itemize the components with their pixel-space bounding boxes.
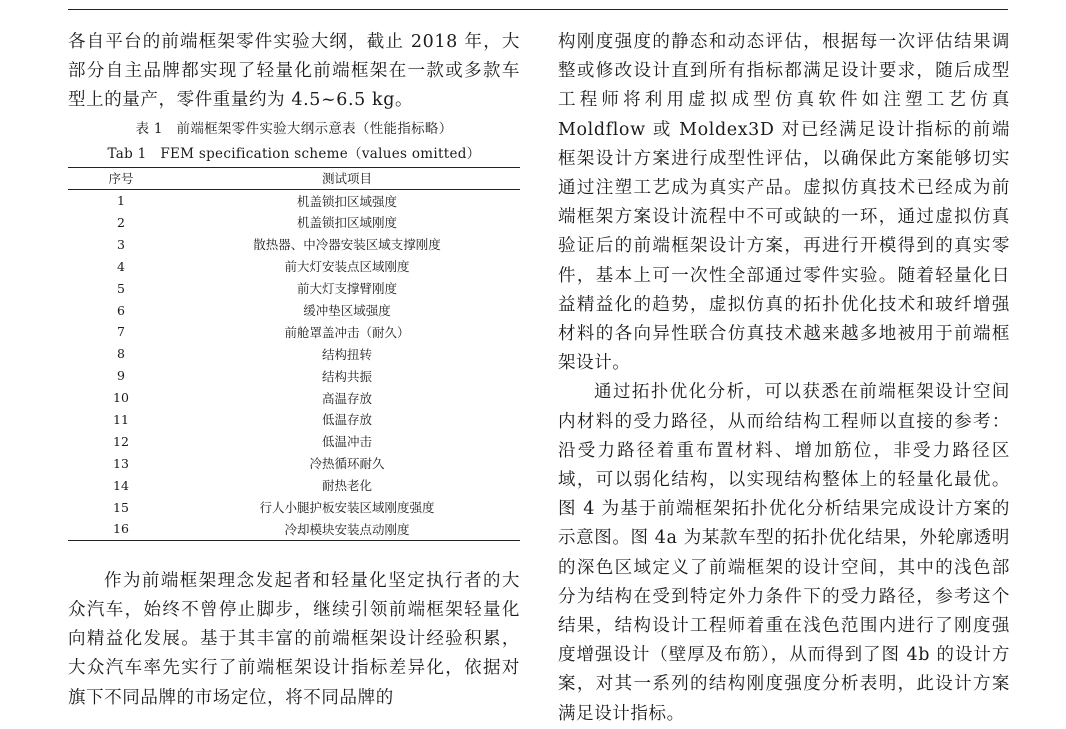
row-test-item: 机盖锁扣区域刚度 xyxy=(296,215,397,231)
header-test-item: 测试项目 xyxy=(174,167,520,189)
row-index: 16 xyxy=(68,518,174,540)
body-paragraph: 作为前端框架理念发起者和轻量化坚定执行者的大众汽车，始终不曾停止脚步，继续引领前端框架轻量化向精益化发展。基于其丰富的前端框架设计经验积累，大众汽车率先实行了前端框架设计指标差异化，依据对旗下不同品牌的市场定位，将不同品牌的 xyxy=(68,570,520,708)
table-row xyxy=(68,474,520,496)
row-test-item: 前大灯安装点区域刚度 xyxy=(284,259,410,275)
row-test-item: 缓冲垫区域强度 xyxy=(303,303,391,318)
row-index: 1 xyxy=(117,193,125,209)
table-row xyxy=(68,496,520,518)
row-index: 2 xyxy=(117,214,125,230)
table-header-row xyxy=(68,167,520,189)
table-row xyxy=(68,430,520,452)
table-caption-en: Tab 1 FEM specification scheme（values omitted） xyxy=(107,145,481,162)
row-test-item: 冷热循环耐久 xyxy=(309,456,385,472)
row-test-item: 行人小腿护板安装区域刚度强度 xyxy=(259,500,435,516)
table-row xyxy=(68,409,520,431)
table-row xyxy=(68,212,520,234)
row-index: 3 xyxy=(117,236,125,252)
row-test-item: 低温冲击 xyxy=(321,434,372,450)
row-index: 7 xyxy=(117,324,125,340)
row-test-item: 前大灯支撑臂刚度 xyxy=(296,281,397,297)
right-paragraph-1: 构刚度强度的静态和动态评估，根据每一次评估结果调整或修改设计直到所有指标都满足设计要求，随后成型工程师将利用虚拟成型仿真软件如注塑工艺仿真 Moldflow 或 Moldex3D 对已经满足设计指标的前端框架设计方案进行成型性评估，以确保此方案能够切实通过注塑工艺成为真实产品。虚拟仿真技术已经成为前端框架方案设计流程中不可或缺的一环，通过虚拟仿真验证后的前端框架设计方案，再进行开模得到的真实零件，基本上可一次性全部通过零件实验。随着轻量化日益精益化的趋势，虚拟仿真的拓扑优化技术和玻纤增强材料的各向异性联合仿真技术越来越多地被用于前端框架设计。 xyxy=(558,32,1010,374)
table-row xyxy=(68,518,520,540)
row-index: 6 xyxy=(117,302,125,318)
table-caption-zh: 表 1 前端框架零件实验大纲示意表（性能指标略） xyxy=(135,120,453,137)
table-row xyxy=(68,365,520,387)
table-row xyxy=(68,189,520,211)
row-index: 8 xyxy=(117,346,125,362)
row-index: 13 xyxy=(113,455,129,471)
table-row xyxy=(68,321,520,343)
table-row xyxy=(68,343,520,365)
row-test-item: 低温存放 xyxy=(321,412,372,428)
table-row xyxy=(68,277,520,299)
row-test-item: 结构共振 xyxy=(321,368,372,384)
table-row xyxy=(68,299,520,321)
table-row xyxy=(68,452,520,474)
right-paragraph-2: 通过拓扑优化分析，可以获悉在前端框架设计空间内材料的受力路径，从而给结构工程师以直接的参考：沿受力路径着重布置材料、增加筋位，非受力路径区域，可以弱化结构，以实现结构整体上的轻量化最优。图 4 为基于前端框架拓扑优化分析结果完成设计方案的示意图。图 4a 为某款车型的拓扑优化结果，外轮廓透明的深色区域定义了前端框架的设计空间，其中的浅色部分为结构在受到特定外力条件下的受力路径，参考这个结果，结构设计工程师着重在浅色范围内进行了刚度强度增强设计（壁厚及布筋），从而得到了图 4b 的设计方案，对其一系列的结构刚度强度分析表明，此设计方案满足设计指标。 xyxy=(558,382,1010,724)
table-row xyxy=(68,255,520,277)
row-index: 12 xyxy=(113,433,129,449)
row-test-item: 耐热老化 xyxy=(321,478,372,494)
row-test-item: 结构扭转 xyxy=(321,346,372,362)
row-test-item: 高温存放 xyxy=(321,390,372,406)
header-index: 序号 xyxy=(68,167,174,189)
row-index: 10 xyxy=(113,390,129,406)
table-row xyxy=(68,387,520,409)
right-column xyxy=(558,28,1010,729)
row-index: 5 xyxy=(117,280,125,296)
row-index: 14 xyxy=(113,477,129,493)
specification-table xyxy=(68,167,520,541)
row-test-item: 机盖锁扣区域强度 xyxy=(296,193,397,209)
row-index: 4 xyxy=(117,258,125,274)
row-index: 9 xyxy=(117,368,125,384)
row-index: 15 xyxy=(113,499,129,515)
page-top-rule xyxy=(68,9,1008,10)
left-column xyxy=(68,28,520,713)
row-test-item: 冷却模块安装点动刚度 xyxy=(174,518,520,540)
table-row xyxy=(68,233,520,255)
row-test-item: 散热器、中冷器安装区域支撑刚度 xyxy=(253,237,441,253)
row-test-item: 前舱罩盖冲击（耐久） xyxy=(284,324,410,340)
intro-paragraph: 各自平台的前端框架零件实验大纲，截止 2018 年，大部分自主品牌都实现了轻量化前端框架在一款或多款车型上的量产，零件重量约为 4.5~6.5 kg。 xyxy=(68,32,520,111)
row-index: 11 xyxy=(113,411,129,427)
